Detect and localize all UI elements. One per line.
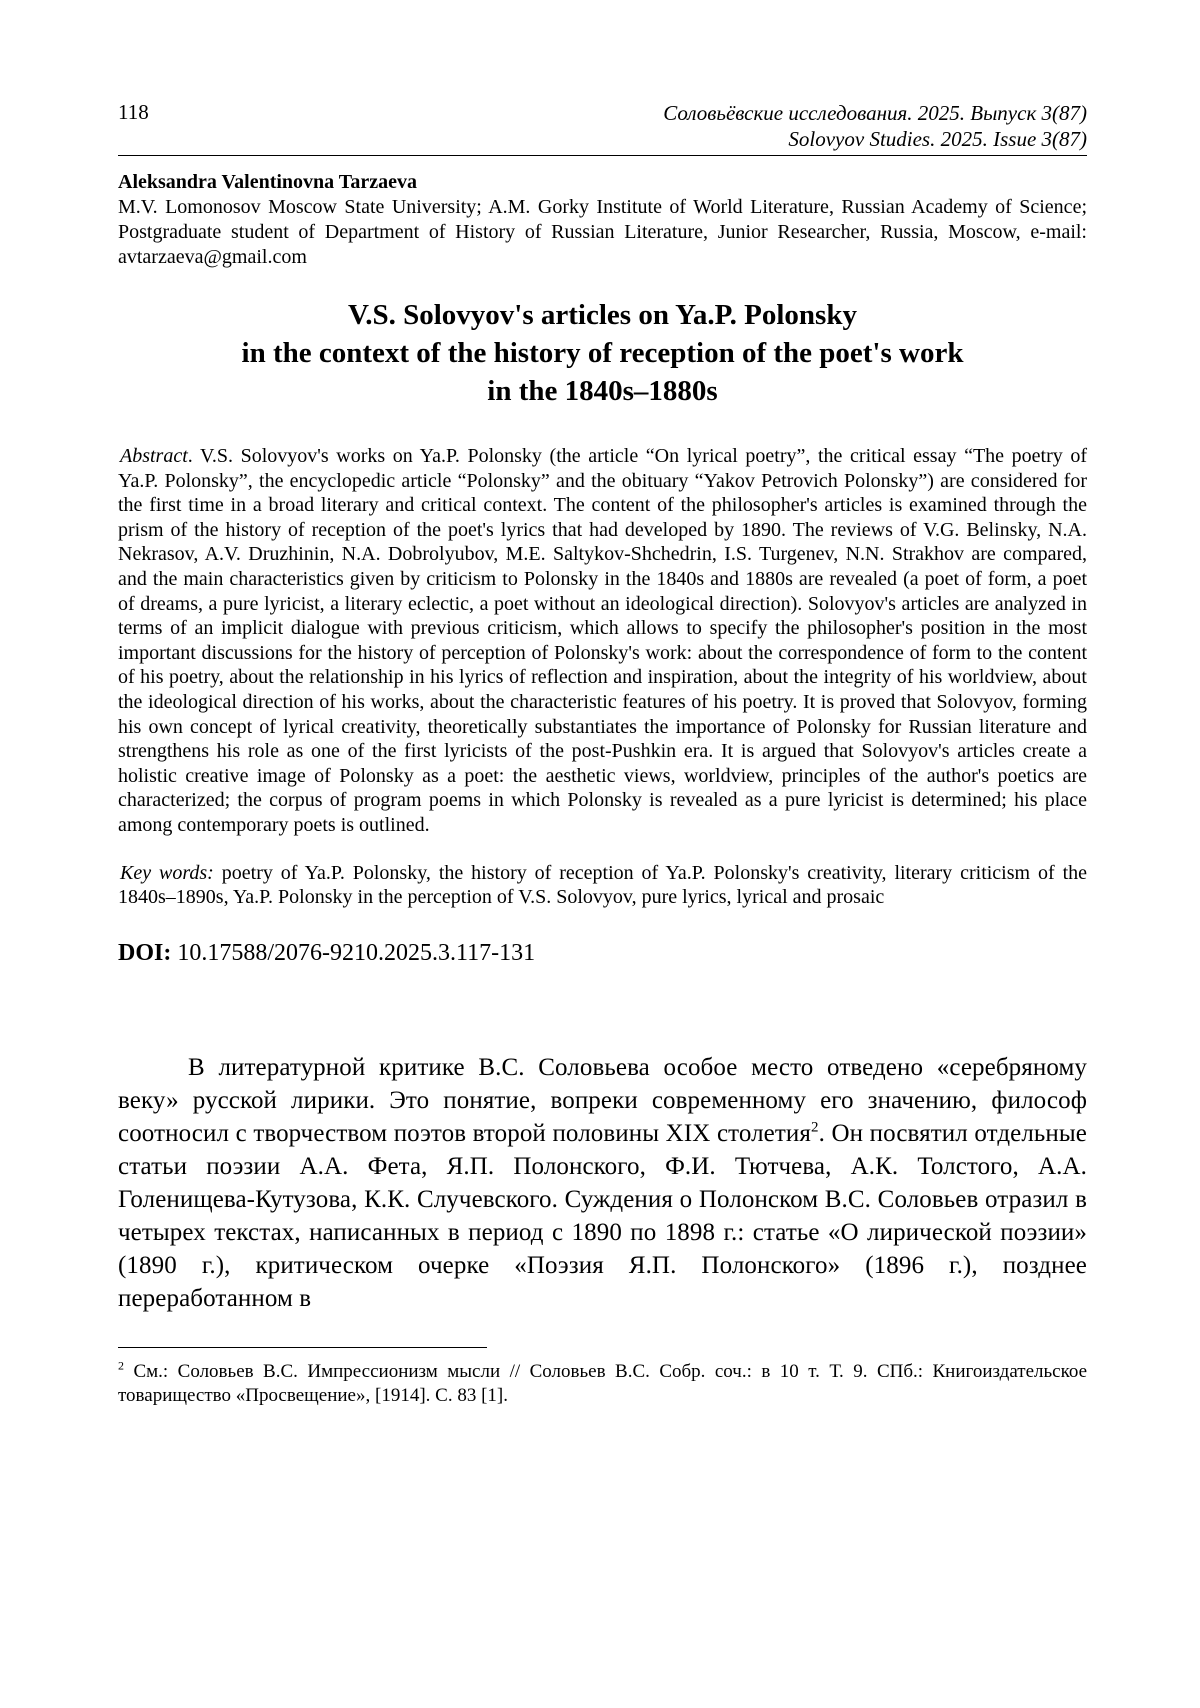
author-block: [118, 170, 1087, 270]
footnote-reference[interactable]: 2: [810, 1119, 819, 1136]
abstract-text: V.S. Solovyov's works on Ya.P. Polonsky (the article “On lyrical poetry”, the critical essay “The poetry of Ya.P. Polonsky”, the encyclopedic article “Polonsky” and the obituary “Yakov Petrovich Polonsky”) are considered for the first time in a broad literary and critical context. The content of the philosopher's articles is examined through the prism of the history of reception of the poet's lyrics that had developed by 1890. The reviews of V.G. Belinsky, N.A. Nekrasov, A.V. Druzhinin, N.A. Dobrolyubov, M.E. Saltykov-Shchedrin, I.S. Turgenev, N.N. Strakhov are compared, and the main characteristics given by criticism to Polonsky in the 1840s and 1880s are revealed (a poet of form, a poet of dreams, a pure lyricist, a literary eclectic, a poet without an ideological direction). Solovyov's articles are analyzed in terms of an implicit dialogue with previous criticism, which allows to specify the philosopher's position in the most important discussions for the history of perception of Polonsky's work: about the correspondence of form to the content of his poetry, about the relationship in his lyrics of reflection and inspiration, about the integrity of his worldview, about the ideological direction of his works, about the characteristic features of his poetry. It is proved that Solovyov, forming his own concept of lyrical creativity, theoretically substantiates the importance of Polonsky for Russian literature and strengthens his role as one of the first lyricists of the post-Pushkin era. It is argued that Solovyov's articles create a holistic creative image of Polonsky as a poet: the aesthetic views, worldview, principles of the author's poetics are characterized; the corpus of program poems in which Polonsky is revealed as a pure lyricist is determined; his place among contemporary poets is outlined.: [118, 445, 1088, 836]
keywords-text: poetry of Ya.P. Polonsky, the history of reception of Ya.P. Polonsky's creativity, literary criticism of the 1840s–1890s, Ya.P. Polonsky in the perception of V.S. Solovyov, pure lyrics, lyrical and prosaic: [118, 861, 1088, 909]
title-line-3: in the 1840s–1880s: [487, 375, 718, 407]
journal-citation-en: Solovyov Studies. 2025. Issue 3(87): [788, 127, 1087, 151]
footnote: [118, 1360, 1087, 1408]
title-line-1: V.S. Solovyov's articles on Ya.P. Polonsky: [348, 299, 857, 331]
doi: [118, 940, 1087, 967]
page: [118, 96, 1087, 1408]
author-affiliation: M.V. Lomonosov Moscow State University; A.M. Gorky Institute of World Literature, Russian Academy of Science; Postgraduate student of Department of History of Russian Literature, Junior Researcher, Russia, Moscow, e-mail: avtarzaeva@gmail.com: [118, 196, 1087, 268]
journal-citation: [663, 100, 1087, 152]
header-rule: [118, 155, 1087, 156]
body-text-part-1: В литературной критике В.С. Соловьева особое место отведено «серебряному веку» русской лирики. Это понятие, вопреки современному его значению, философ соотносил с творчеством поэтов второй половины XIX столетия: [118, 1053, 1087, 1147]
page-number: 118: [118, 100, 149, 124]
abstract: Abstract. V.S. Solovyov's works on Ya.P. Polonsky (the article “On lyrical poetry”, the critical essay “The poetry of Ya.P. Polonsky”, the encyclopedic article “Polonsky” and the obituary “Yakov Petrovich Polonsky”) are considered for the first time in a broad literary and critical context. The content of the philosopher's articles is examined through the prism of the history of reception of the poet's lyrics that had developed by 1890. The reviews of V.G. Belinsky, N.A. Nekrasov, A.V. Druzhinin, N.A. Dobrolyubov, M.E. Saltykov-Shchedrin, I.S. Turgenev, N.N. Strakhov are compared, and the main characteristics given by criticism to Polonsky in the 1840s and 1880s are revealed (a poet of form, a poet of dreams, a pure lyricist, a literary eclectic, a poet without an ideological direction). Solovyov's articles are analyzed in terms of an implicit dialogue with previous criticism, which allows to specify the philosopher's position in the most important discussions for the history of perception of Polonsky's work: about the correspondence of form to the content of his poetry, about the relationship in his lyrics of reflection and inspiration, about the integrity of his worldview, about the ideological direction of his works, about the characteristic features of his poetry. It is proved that Solovyov, forming his own concept of lyrical creativity, theoretically substantiates the importance of Polonsky for Russian literature and strengthens his role as one of the first lyricists of the post-Pushkin era. It is argued that Solovyov's articles create a holistic creative image of Polonsky as a poet: the aesthetic views, worldview, principles of the author's poetics are characterized; the corpus of program poems in which Polonsky is revealed as a pure lyricist is determined; his place among contemporary poets is outlined.: [118, 445, 1088, 836]
doi-label: DOI:: [118, 939, 172, 966]
author-name: Aleksandra Valentinovna Tarzaeva: [118, 171, 417, 193]
doi-value[interactable]: 10.17588/2076-9210.2025.3.117-131: [177, 939, 536, 966]
article-title: [118, 296, 1087, 410]
footnote-text: См.: Соловьев В.С. Импрессионизм мысли // Соловьев В.С. Собр. соч.: в 10 т. Т. 9. СПб.: Книгоиздательское товарищество «Просвещение», [1914]. С. 83 [1].: [118, 1360, 1088, 1406]
journal-citation-ru: Соловьёвские исследования. 2025. Выпуск 3(87): [663, 101, 1087, 125]
running-header: [118, 96, 1087, 150]
keywords-label: Key words:: [120, 861, 214, 884]
body-text-part-2: . Он посвятил отдельные статьи поэзии А.А. Фета, Я.П. Полонского, Ф.И. Тютчева, А.К. Толстого, А.А. Голенищева-Кутузова, К.К. Случевского. Суждения о Полонском В.С. Соловьев отразил в четырех текстах, написанных в период с 1890 по 1898 г.: статье «О лирической поэзии» (1890 г.), критическом очерке «Поэзия Я.П. Полонского» (1896 г.), позднее переработанном в: [118, 1119, 1087, 1312]
footnote-number: 2: [118, 1358, 124, 1373]
title-line-2: in the context of the history of reception of the poet's work: [241, 337, 964, 369]
abstract-label: Abstract: [120, 445, 188, 467]
keywords: [118, 861, 1087, 910]
body-paragraph: [118, 1051, 1087, 1315]
footnote-rule: [118, 1347, 487, 1348]
